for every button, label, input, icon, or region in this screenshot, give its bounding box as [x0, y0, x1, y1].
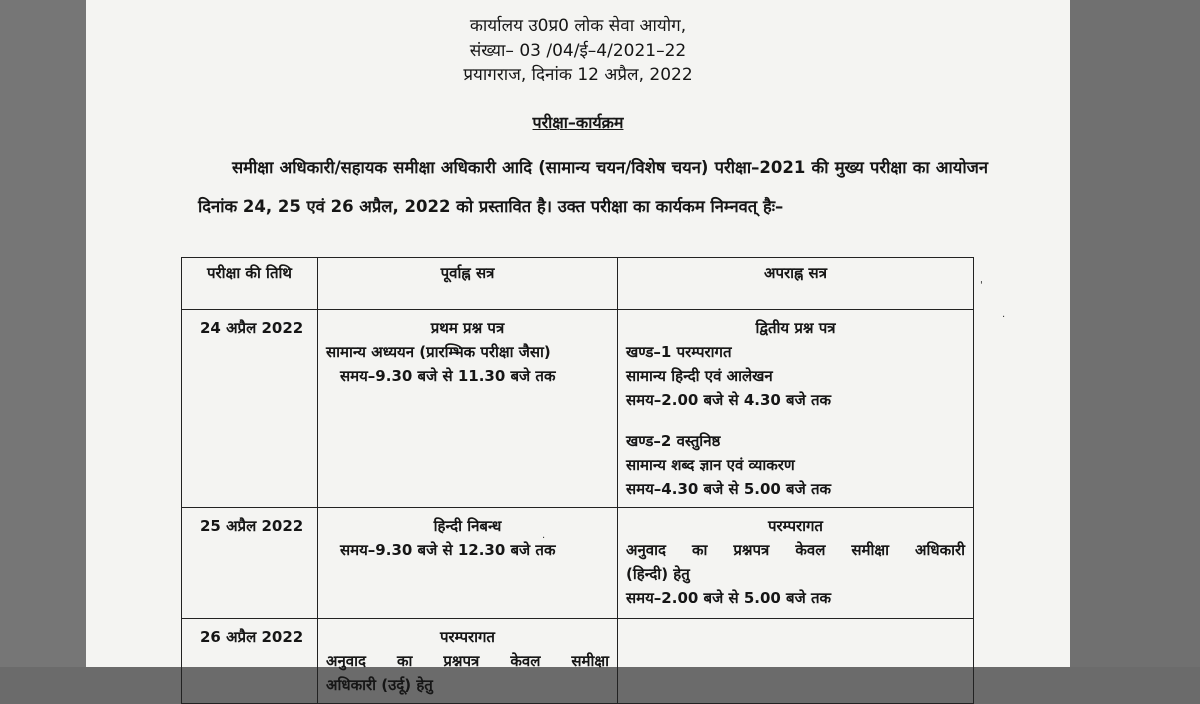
forenoon-paper-subject: सामान्य अध्ययन (प्रारम्भिक परीक्षा जैसा) — [326, 343, 551, 361]
scan-speck: ' — [980, 280, 983, 291]
table-row — [182, 508, 974, 619]
header-afternoon: अपराह्न सत्र — [618, 258, 974, 310]
forenoon-paper-time: समय–9.30 बजे से 12.30 बजे तक — [340, 541, 556, 559]
afternoon-part1-title: खण्ड–1 परम्परागत — [626, 343, 732, 361]
viewer-right-margin — [1070, 0, 1200, 667]
table-header-row — [182, 258, 974, 310]
header-date: परीक्षा की तिथि — [182, 258, 318, 310]
afternoon-part2-subject: सामान्य शब्द ज्ञान एवं व्याकरण — [626, 456, 795, 474]
forenoon-paper-heading: हिन्दी निबन्ध — [433, 517, 502, 535]
table-row — [182, 619, 974, 704]
afternoon-part2-title: खण्ड–2 वस्तुनिष्ठ — [626, 432, 721, 450]
afternoon-paper-time: समय–2.00 बजे से 5.00 बजे तक — [626, 589, 832, 607]
forenoon-paper-time: समय–9.30 बजे से 11.30 बजे तक — [340, 367, 556, 385]
row-date: 26 अप्रैल 2022 — [200, 628, 304, 646]
table-row — [182, 310, 974, 508]
afternoon-part2-time: समय–4.30 बजे से 5.00 बजे तक — [626, 480, 832, 498]
row-date: 24 अप्रैल 2022 — [200, 319, 304, 337]
afternoon-paper-subject: अनुवाद का प्रश्नपत्र केवल समीक्षा अधिकारी — [626, 541, 965, 559]
afternoon-empty-cell — [618, 619, 974, 704]
afternoon-paper-subject-2: (हिन्दी) हेतु — [626, 565, 690, 583]
document-title: परीक्षा–कार्यक्रम — [532, 113, 624, 132]
place-date: प्रयागराज, दिनांक 12 अप्रैल, 2022 — [463, 65, 693, 85]
intro-paragraph: समीक्षा अधिकारी/सहायक समीक्षा अधिकारी आदि (सामान्य चयन/विशेष चयन) परीक्षा–2021 की मुख्य परीक्षा का आयोजन दिनांक 24, 25 एवं 26 अप्रैल, 2022 को प्रस्तावित है। उक्त परीक्षा का कार्यकम निम्नवत् हैः– — [198, 158, 988, 216]
scan-speck: · — [1002, 312, 1006, 323]
forenoon-paper-heading: परम्परागत — [440, 628, 495, 646]
exam-schedule-table — [181, 257, 974, 704]
row-date: 25 अप्रैल 2022 — [200, 517, 304, 535]
viewer-left-margin — [0, 0, 86, 667]
document-page — [86, 0, 1070, 694]
afternoon-part1-subject: सामान्य हिन्दी एवं आलेखन — [626, 367, 773, 385]
afternoon-paper-heading: परम्परागत — [768, 517, 823, 535]
reference-number: संख्या– 03 /04/ई–4/2021–22 — [469, 41, 687, 61]
forenoon-paper-subject-2: अधिकारी (उर्दू) हेतु — [326, 676, 433, 694]
afternoon-paper-heading: द्वितीय प्रश्न पत्र — [755, 319, 836, 337]
afternoon-part1-time: समय–2.00 बजे से 4.30 बजे तक — [626, 391, 832, 409]
forenoon-paper-heading: प्रथम प्रश्न पत्र — [430, 319, 505, 337]
forenoon-paper-subject: अनुवाद का प्रश्नपत्र केवल समीक्षा — [326, 652, 609, 670]
scan-speck: . — [542, 530, 546, 541]
header-forenoon: पूर्वाह्न सत्र — [318, 258, 618, 310]
office-name: कार्यालय उ0प्र0 लोक सेवा आयोग, — [469, 16, 687, 36]
